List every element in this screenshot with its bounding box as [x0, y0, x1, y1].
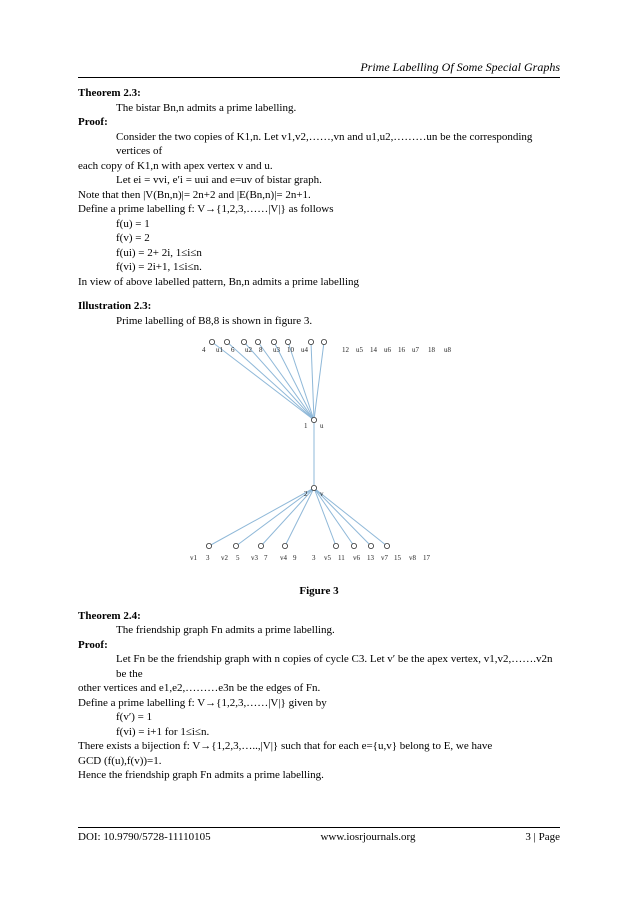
vertex-v8	[384, 543, 389, 548]
vertex-u7	[308, 339, 313, 344]
vertex-v3	[258, 543, 263, 548]
bottom-label-14: 15	[394, 554, 401, 562]
gcd-statement: GCD (f(u),f(v))=1.	[78, 754, 162, 767]
v-label-name: v	[320, 490, 324, 498]
conclusion: In view of above labelled pattern, Bn,n admits a prime labelling	[78, 275, 360, 288]
bottom-label-0: v1	[190, 554, 197, 562]
top-label-12: 16	[398, 346, 405, 354]
bottom-label-6: v4	[280, 554, 287, 562]
top-label-5: u3	[273, 346, 280, 354]
bistar-graph	[78, 330, 560, 582]
vertex-u8	[321, 339, 326, 344]
vertex-u	[311, 417, 316, 422]
labelling-definition: Define a prime labelling f: V→{1,2,3,……|V|} as follows	[78, 203, 334, 215]
top-label-11: u6	[384, 346, 391, 354]
vertex-v7	[368, 543, 373, 548]
edge-u-u8	[314, 342, 324, 420]
bottom-label-2: v2	[221, 554, 228, 562]
bijection-statement: There exists a bijection f: V→{1,2,3,…..,|V|} such that for each e={u,v} belong to E, we have	[78, 740, 493, 752]
theorem-2-3-heading: Theorem 2.3:	[78, 87, 141, 99]
v-label-num: 2	[304, 490, 308, 498]
u-label-name: u	[320, 422, 324, 430]
vertex-u3	[241, 339, 246, 344]
proof-paragraph: Consider the two copies of K1,n. Let v1,v2,……,vn and u1,u2,………un be the corresponding vertices of	[116, 130, 533, 157]
cardinality-note: Note that then |V(Bn,n)|= 2n+2 and |E(Bn,n)|= 2n+1.	[78, 188, 311, 201]
edge-u-u5	[274, 342, 314, 420]
top-label-4: 8	[259, 346, 263, 354]
vertex-v	[311, 485, 316, 490]
page-body	[78, 86, 560, 783]
illustration-heading: Illustration 2.3:	[78, 300, 152, 312]
figure-3	[78, 330, 560, 582]
bottom-label-9: v5	[324, 554, 331, 562]
footer-rule	[78, 827, 560, 828]
top-label-1: u1	[216, 346, 223, 354]
top-label-0: 4	[202, 346, 206, 354]
proof-paragraph-cont: each copy of K1,n with apex vertex v and u.	[78, 159, 273, 172]
footer-doi: DOI: 10.9790/5728-11110105	[78, 831, 211, 843]
figure-caption: Figure 3	[299, 585, 339, 597]
u-label-num: 1	[304, 422, 308, 430]
bottom-label-13: v7	[381, 554, 388, 562]
illustration-text: Prime labelling of B8,8 is shown in figure 3.	[116, 314, 313, 327]
vertex-u2	[224, 339, 229, 344]
vertex-u6	[285, 339, 290, 344]
vertex-u1	[209, 339, 214, 344]
bottom-label-10: 11	[338, 554, 345, 562]
bottom-label-11: v6	[353, 554, 360, 562]
vertex-u5	[271, 339, 276, 344]
bottom-label-8: 3	[312, 554, 316, 562]
top-label-2: 6	[231, 346, 235, 354]
proof-paragraph-2: Let Fn be the friendship graph with n copies of cycle C3. Let v′ be the apex vertex, v1,v2,…….v2n be the	[116, 653, 553, 680]
theorem-2-4-statement: The friendship graph Fn admits a prime labelling.	[116, 624, 335, 636]
edge-definition: Let ei = vvi, e′i = uui and e=uv of bistar graph.	[116, 174, 322, 186]
formula-fvi-2: f(vi) = i+1 for 1≤i≤n.	[116, 725, 210, 738]
bottom-label-12: 13	[367, 554, 374, 562]
bottom-label-1: 3	[206, 554, 210, 562]
labelling-definition-2: Define a prime labelling f: V→{1,2,3,……|V|} given by	[78, 696, 327, 709]
top-label-8: 12	[342, 346, 349, 354]
bottom-label-5: 7	[264, 554, 268, 562]
vertex-v2	[233, 543, 238, 548]
top-label-13: u7	[412, 346, 419, 354]
formula-fui: f(ui) = 2+ 2i, 1≤i≤n	[116, 246, 202, 259]
edge-v-v4	[285, 488, 314, 546]
proof-paragraph-2-cont: other vertices and e1,e2,………e3n be the edges of Fn.	[78, 682, 321, 694]
edge-u-u7	[311, 342, 314, 420]
vertex-v5	[333, 543, 338, 548]
bottom-label-3: 5	[236, 554, 240, 562]
theorem-2-4-heading: Theorem 2.4:	[78, 609, 141, 622]
footer-page: 3 | Page	[525, 831, 560, 843]
top-label-3: u2	[245, 346, 252, 354]
running-header: Prime Labelling Of Some Special Graphs	[360, 60, 560, 74]
top-label-9: u5	[356, 346, 363, 354]
formula-fv: f(v) = 2	[116, 232, 150, 244]
header-rule	[78, 77, 560, 78]
vertex-v6	[351, 543, 356, 548]
theorem-2-3-statement: The bistar Bn,n admits a prime labelling.	[116, 101, 297, 114]
bottom-label-15: v8	[409, 554, 416, 562]
formula-fvi: f(vi) = 2i+1, 1≤i≤n.	[116, 261, 202, 273]
bottom-label-16: 17	[423, 554, 430, 562]
edge-v-v2	[236, 488, 314, 546]
vertex-v4	[282, 543, 287, 548]
top-label-6: 10	[287, 346, 294, 354]
footer-site: www.iosrjournals.org	[320, 831, 416, 843]
vertex-v1	[206, 543, 211, 548]
edge-v-v1	[209, 488, 314, 546]
vertex-u4	[255, 339, 260, 344]
top-label-14: 18	[428, 346, 435, 354]
bottom-label-4: v3	[251, 554, 258, 562]
page-footer	[78, 831, 560, 843]
bottom-label-7: 9	[293, 554, 297, 562]
conclusion-2: Hence the friendship graph Fn admits a prime labelling.	[78, 769, 324, 781]
proof-heading-2: Proof:	[78, 638, 108, 651]
edge-u-u1	[212, 342, 314, 420]
top-label-7: u4	[301, 346, 308, 354]
formula-fu: f(u) = 1	[116, 217, 150, 230]
top-label-10: 14	[370, 346, 377, 354]
formula-fv-prime: f(v′) = 1	[116, 711, 153, 723]
proof-heading: Proof:	[78, 116, 108, 128]
top-label-15: u8	[444, 346, 451, 354]
